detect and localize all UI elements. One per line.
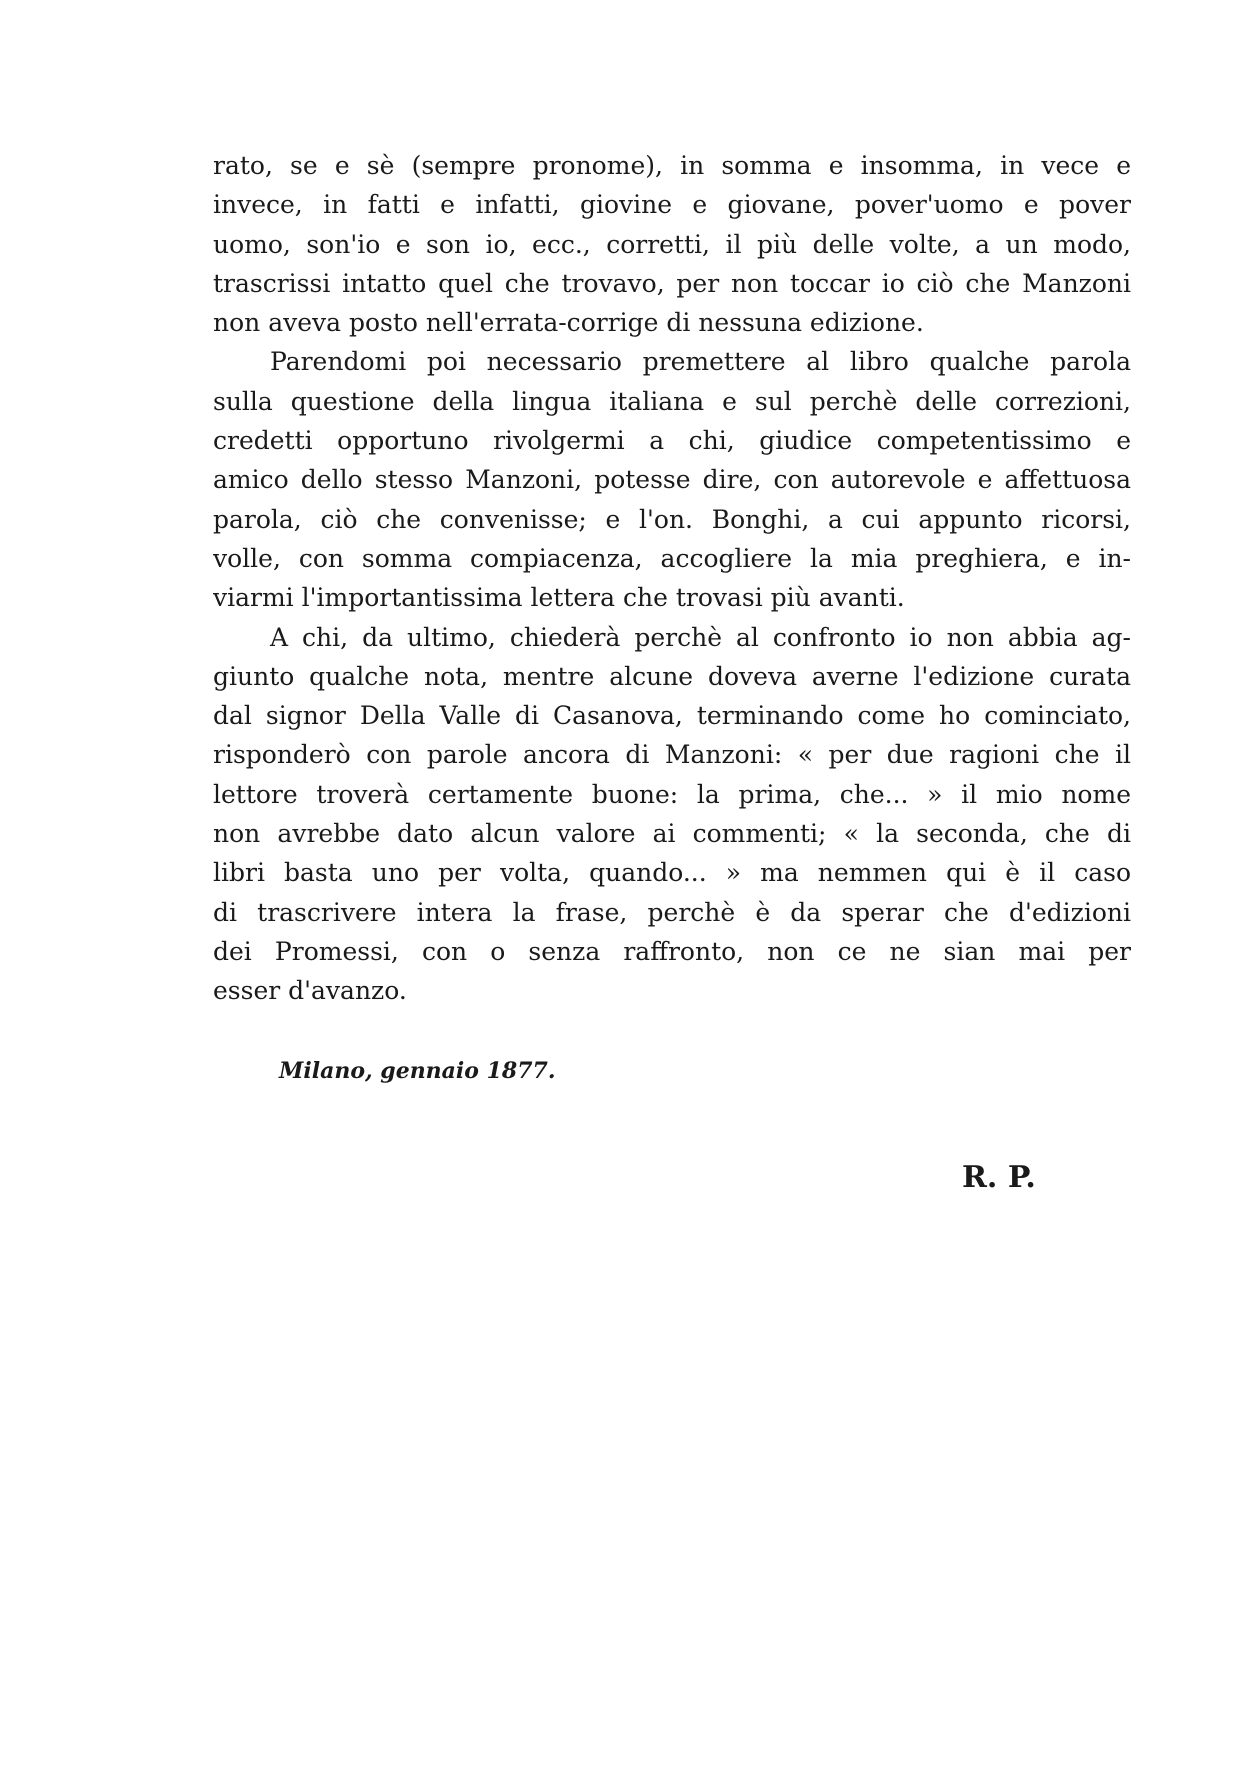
place-date: Milano, gennaio 1877.: [279, 1058, 556, 1084]
text-line: libri basta uno per volta, quando... » ma nemmen qui è il caso: [213, 858, 1131, 888]
text-line: A chi, da ultimo, chiederà perchè al confronto io non abbia ag-: [270, 622, 1131, 652]
text-line: di trascrivere intera la frase, perchè è da sperar che d'edizioni: [213, 897, 1131, 927]
text-line: viarmi l'importantissima lettera che trovasi più avanti.: [213, 583, 905, 613]
body-text: [213, 146, 1131, 1011]
text-line: invece, in fatti e infatti, giovine e giovane, pover'uomo e pover: [213, 190, 1131, 220]
text-line: volle, con somma compiacenza, accogliere la mia preghiera, e in-: [213, 543, 1131, 573]
text-line: esser d'avanzo.: [213, 976, 407, 1006]
signature-initials: R. P.: [962, 1160, 1036, 1195]
text-line: dei Promessi, con o senza raffronto, non ce ne sian mai per: [213, 936, 1131, 966]
text-line: dal signor Della Valle di Casanova, terminando come ho cominciato,: [213, 701, 1131, 731]
text-line: non aveva posto nell'errata-corrige di nessuna edizione.: [213, 308, 924, 338]
text-line: credetti opportuno rivolgermi a chi, giudice competentissimo e: [213, 426, 1131, 456]
text-line: parola, ciò che convenisse; e l'on. Bonghi, a cui appunto ricorsi,: [213, 504, 1131, 534]
text-line: amico dello stesso Manzoni, potesse dire, con autorevole e affettuosa: [213, 465, 1131, 495]
text-line: Parendomi poi necessario premettere al libro qualche parola: [270, 347, 1131, 377]
text-line: risponderò con parole ancora di Manzoni: « per due ragioni che il: [213, 740, 1131, 770]
text-line: uomo, son'io e son io, ecc., corretti, il più delle volte, a un modo,: [213, 229, 1131, 259]
text-line: giunto qualche nota, mentre alcune doveva averne l'edizione curata: [213, 661, 1131, 691]
text-line: trascrissi intatto quel che trovavo, per non toccar io ciò che Manzoni: [213, 268, 1131, 298]
text-line: lettore troverà certamente buone: la prima, che... » il mio nome: [213, 779, 1131, 809]
text-line: sulla questione della lingua italiana e sul perchè delle correzioni,: [213, 386, 1131, 416]
text-line: non avrebbe dato alcun valore ai commenti; « la seconda, che di: [213, 819, 1131, 849]
text-line: rato, se e sè (sempre pronome), in somma e insomma, in vece e: [213, 151, 1131, 180]
